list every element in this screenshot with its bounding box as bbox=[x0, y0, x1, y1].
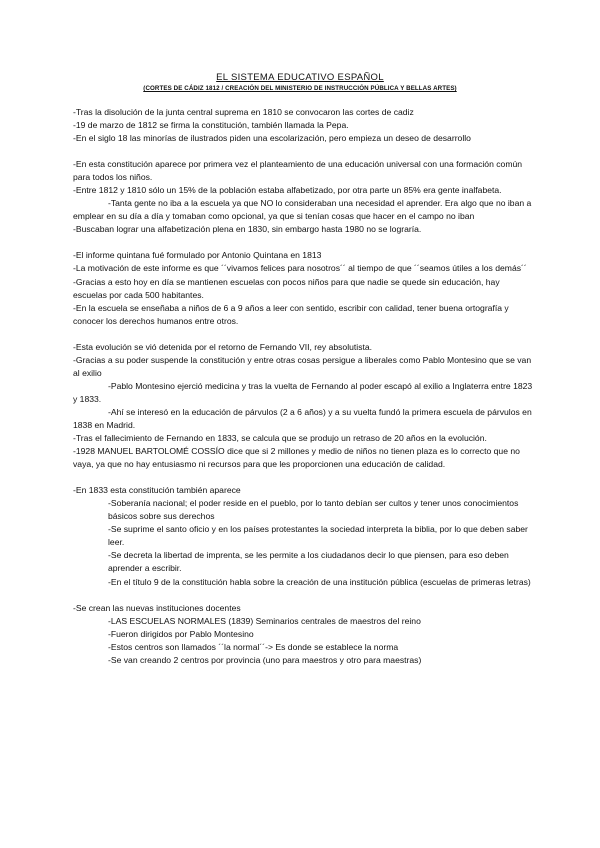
paragraph: -Pablo Montesino ejerció medicina y tras la vuelta de Fernando al poder escapó al exilio a Inglaterra entre 1823 y 1833. bbox=[73, 380, 533, 404]
paragraph: -Tras el fallecimiento de Fernando en 1833, se calcula que se produjo un retraso de 20 años en la evolución. bbox=[73, 433, 487, 444]
paragraph: -Gracias a esto hoy en día se mantienen escuelas con pocos niños para que nadie se quede sin educación, hay escuelas por cada 500 habitantes. bbox=[73, 276, 500, 300]
section-3 bbox=[73, 249, 533, 327]
section-4 bbox=[73, 341, 533, 471]
paragraph: -En el título 9 de la constitución habla sobre la creación de una institución pública (escuelas de primeras letras) bbox=[108, 576, 531, 587]
paragraph: -En la escuela se enseñaba a niños de 6 a 9 años a leer con sentido, escribir con calidad, tener buena ortografía y conocer los derechos humanos entre otros. bbox=[73, 302, 509, 326]
paragraph: -Tras la disolución de la junta central suprema en 1810 se convocaron las cortes de cadiz bbox=[73, 107, 414, 117]
paragraph: -Se suprime el santo oficio y en los países protestantes la sociedad interpreta la biblia, por lo que deben saber leer. bbox=[108, 524, 528, 548]
section-1 bbox=[73, 106, 533, 145]
document-title: EL SISTEMA EDUCATIVO ESPAÑOL bbox=[216, 72, 384, 83]
document-body bbox=[73, 106, 533, 680]
paragraph: -LAS ESCUELAS NORMALES (1839) Seminarios centrales de maestros del reino bbox=[108, 615, 421, 626]
paragraph: -La motivación de este informe es que ´´vivamos felices para nosotros´´ al tiempo de que ´´seamos útiles a los demás´´ bbox=[73, 263, 527, 274]
paragraph: -Ahí se interesó en la educación de párvulos (2 a 6 años) y a su vuelta fundó la primera escuela de párvulos en 1838 en Madrid. bbox=[73, 406, 532, 430]
paragraph: -Buscaban lograr una alfabetización plena en 1830, sin embargo hasta 1980 no se lograría. bbox=[73, 224, 422, 235]
paragraph: -Se decreta la libertad de imprenta, se les permite a los ciudadanos decir lo que piensen, para eso deben aprender a escribir. bbox=[108, 550, 509, 574]
paragraph: -El informe quintana fué formulado por Antonio Quintana en 1813 bbox=[73, 250, 322, 261]
paragraph: -En 1833 esta constitución también aparece bbox=[73, 485, 241, 496]
document-subtitle: (CORTES DE CÁDIZ 1812 / CREACIÓN DEL MINISTERIO DE INSTRUCCIÓN PÚBLICA Y BELLAS ARTES) bbox=[143, 85, 457, 92]
paragraph: -Esta evolución se vió detenida por el retorno de Fernando VII, rey absolutista. bbox=[73, 341, 373, 352]
paragraph: -Fueron dirigidos por Pablo Montesino bbox=[108, 628, 254, 639]
paragraph: -Estos centros son llamados ´´la normal´´-> Es donde se establece la norma bbox=[108, 641, 399, 652]
section-2 bbox=[73, 158, 533, 236]
paragraph: -Se van creando 2 centros por provincia (uno para maestros y otro para maestras) bbox=[108, 654, 422, 665]
section-5 bbox=[73, 484, 533, 588]
paragraph: -Soberanía nacional; el poder reside en el pueblo, por lo tanto debían ser cultos y tener unos conocimientos básicos sobre sus derechos bbox=[108, 498, 519, 522]
paragraph: -En el siglo 18 las minorías de ilustrados piden una escolarización, pero empieza un deseo de desarrollo bbox=[73, 133, 471, 144]
section-6 bbox=[73, 602, 533, 667]
paragraph: -Entre 1812 y 1810 sólo un 15% de la población estaba alfabetizado, por otra parte un 85% era gente inalfabeta. bbox=[73, 185, 502, 196]
paragraph: -Se crean las nuevas instituciones docentes bbox=[73, 602, 241, 613]
paragraph: -Tanta gente no iba a la escuela ya que NO lo consideraban una necesidad el aprender. Era algo que no iban a emplear en su día a día y tomaban como opcional, ya que si tenían cosas que hacer en el campo no iban bbox=[73, 198, 532, 222]
paragraph: -Gracias a su poder suspende la constitución y entre otras cosas persigue a liberales como Pablo Montesino que se van al exilio bbox=[73, 354, 532, 378]
paragraph: -19 de marzo de 1812 se firma la constitución, también llamada la Pepa. bbox=[73, 120, 349, 131]
paragraph: -1928 MANUEL BARTOLOMÉ COSSÍO dice que si 2 millones y medio de niños no tienen plaza es lo correcto que no vaya, ya que no hay entusiasmo ni recursos para que les proporcionen una educación de calidad. bbox=[73, 446, 520, 470]
paragraph: -En esta constitución aparece por primera vez el planteamiento de una educación universal con una formación común para todos los niños. bbox=[73, 159, 523, 183]
